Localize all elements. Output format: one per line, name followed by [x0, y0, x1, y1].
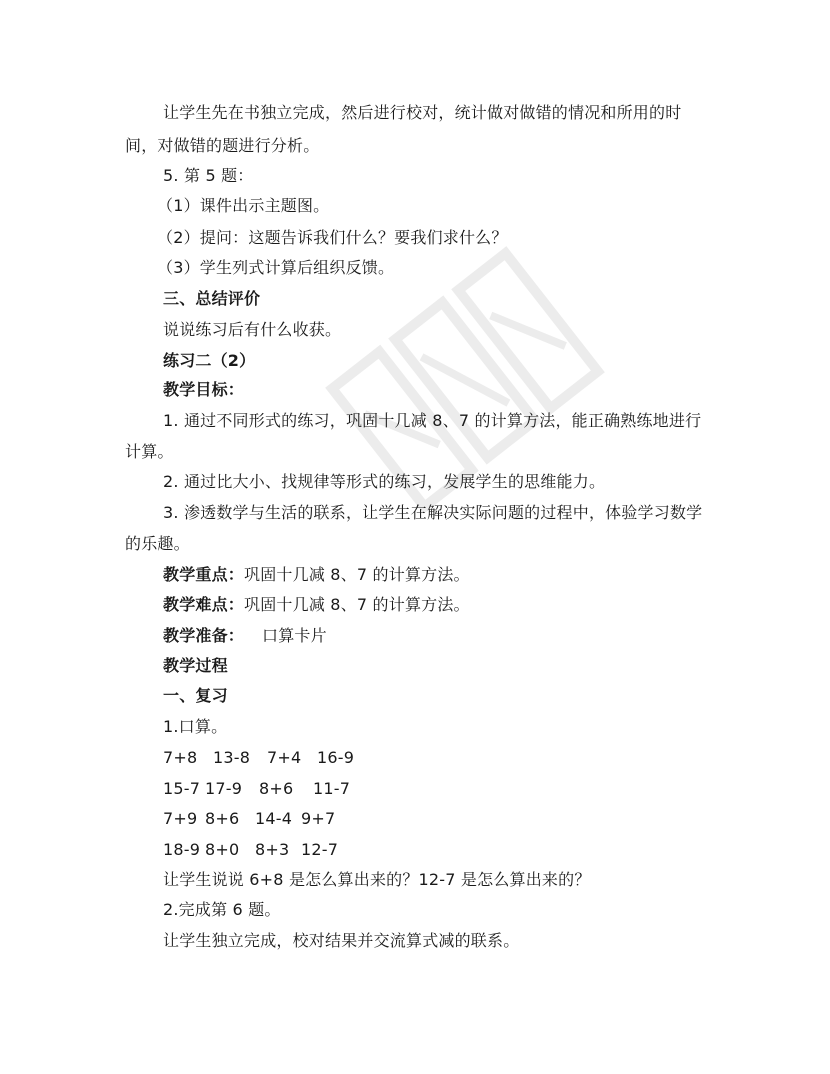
preparation-text: 口算卡片: [262, 626, 327, 645]
expression: 8+3: [255, 840, 290, 859]
paragraph-line: 间，对做错的题进行分析。: [125, 136, 320, 155]
difficulty-label: 教学难点：: [163, 595, 245, 614]
sub-item: （3）学生列式计算后组织反馈。: [157, 258, 395, 277]
paragraph-line: 让学生说说 6+8 是怎么算出来的？12-7 是怎么算出来的？: [163, 870, 591, 889]
oral-math-row: [163, 748, 354, 768]
oral-math-heading: 1.口算。: [163, 717, 228, 736]
expression: 7+4: [267, 748, 302, 767]
oral-math-row: [163, 809, 335, 829]
sub-item: （2）提问：这题告诉我们什么？要我们求什么？: [157, 228, 508, 247]
key-point-text: 巩固十几减 8、7 的计算方法。: [244, 565, 470, 584]
objective-item-continued: 计算。: [125, 442, 174, 461]
expression: 14-4: [255, 809, 293, 828]
expression: 8+6: [259, 779, 294, 798]
expression: 7+8: [163, 748, 198, 767]
objective-item-continued: 的乐趣。: [125, 534, 190, 553]
paragraph-line: 说说练习后有什么收获。: [163, 320, 342, 339]
expression: 7+9: [163, 809, 198, 828]
process-heading: 教学过程: [163, 656, 228, 675]
paragraph-line: 让学生独立完成，校对结果并交流算式减的联系。: [163, 931, 520, 950]
key-point: [163, 565, 470, 585]
section-heading: 三、总结评价: [163, 289, 261, 308]
expression: 11-7: [313, 779, 351, 798]
expression: 9+7: [301, 809, 336, 828]
expression: 16-9: [317, 748, 355, 767]
expression: 8+0: [205, 840, 240, 859]
difficulty: [163, 595, 470, 615]
item-heading: 2.完成第 6 题。: [163, 900, 281, 919]
objective-item: 3. 渗透数学与生活的联系，让学生在解决实际问题的过程中，体验学习数学: [163, 503, 703, 522]
expression: 18-9: [163, 840, 201, 859]
item-heading: 5. 第 5 题：: [163, 166, 254, 185]
expression: 8+6: [205, 809, 240, 828]
objective-item: 2. 通过比大小、找规律等形式的练习，发展学生的思维能力。: [163, 472, 606, 491]
preparation-label: 教学准备：: [163, 626, 245, 645]
objective-item: 1. 通过不同形式的练习，巩固十几减 8、7 的计算方法，能正确熟练地进行: [163, 411, 702, 430]
sub-item: （1）课件出示主题图。: [157, 196, 330, 215]
difficulty-text: 巩固十几减 8、7 的计算方法。: [244, 595, 470, 614]
paragraph-line: 让学生先在书独立完成，然后进行校对，统计做对做错的情况和所用的时: [163, 103, 682, 122]
expression: 17-9: [205, 779, 243, 798]
section-heading: 一、复习: [163, 686, 228, 705]
key-point-label: 教学重点：: [163, 565, 245, 584]
expression: 12-7: [301, 840, 339, 859]
expression: 13-8: [213, 748, 251, 767]
oral-math-row: [163, 840, 338, 860]
preparation: [163, 626, 327, 646]
objectives-heading: 教学目标：: [163, 380, 245, 399]
lesson-title: 练习二（2）: [163, 351, 256, 370]
oral-math-row: [163, 779, 350, 799]
expression: 15-7: [163, 779, 201, 798]
